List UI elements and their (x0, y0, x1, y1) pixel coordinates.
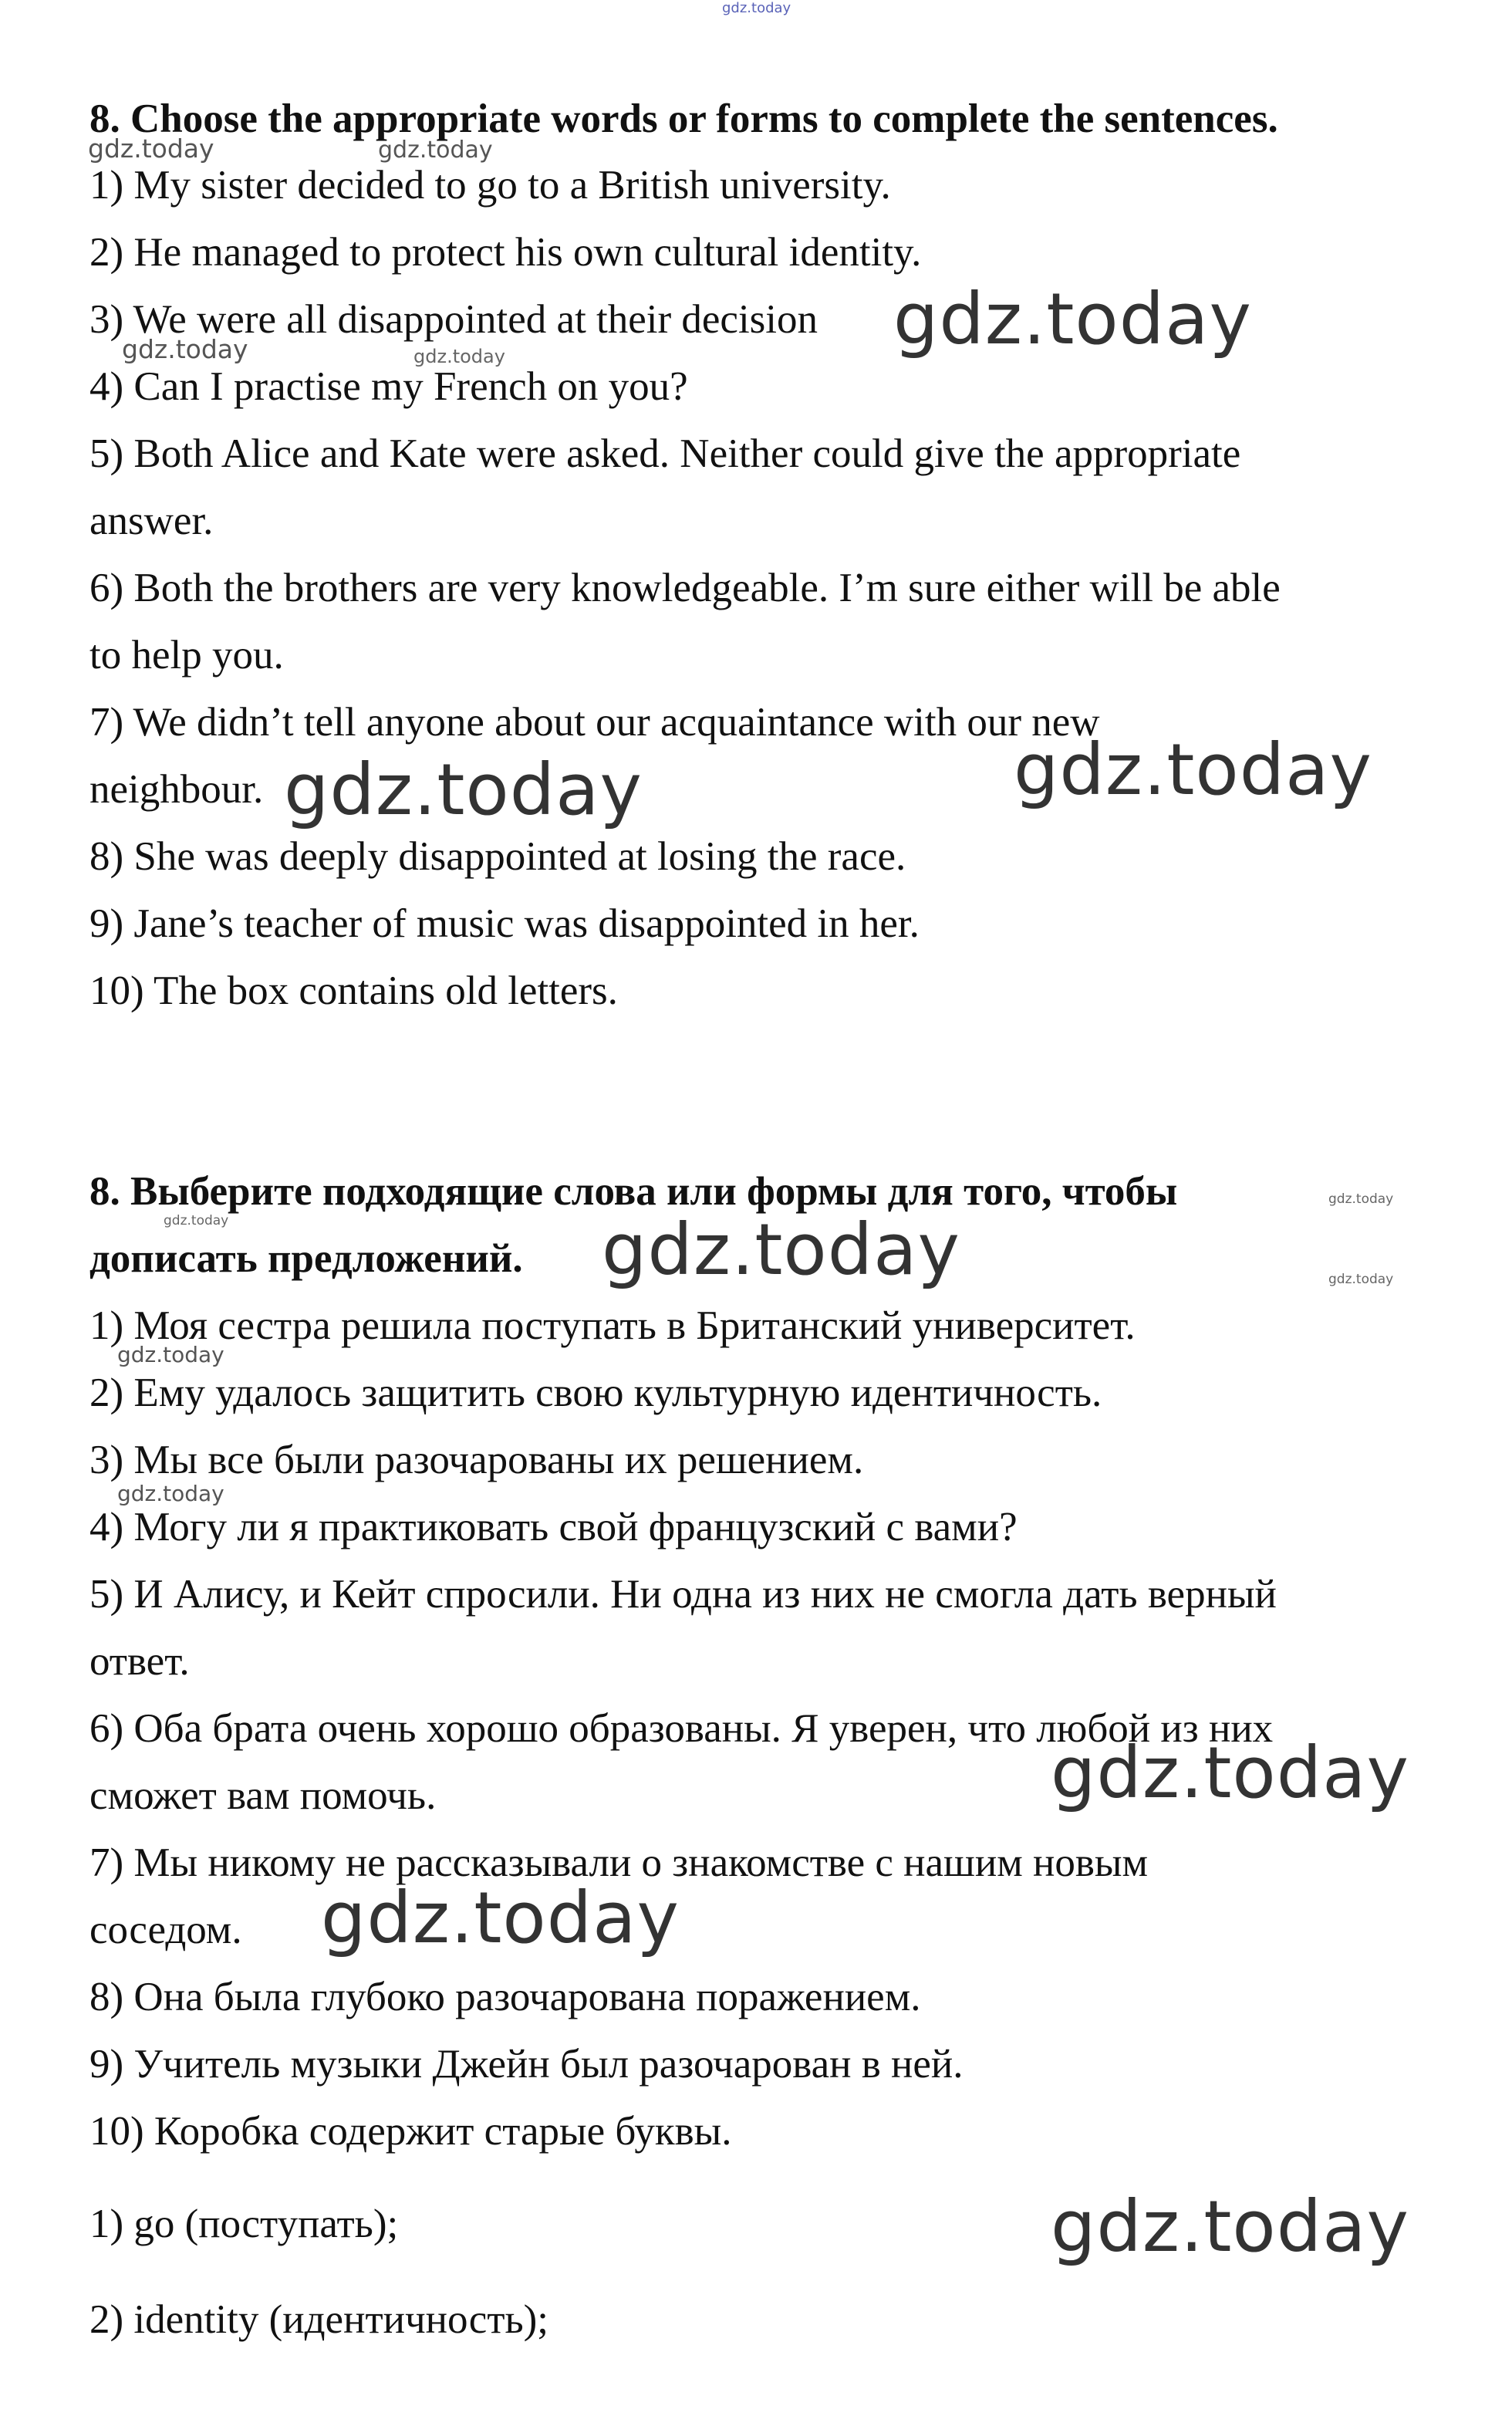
english-heading: 8. Choose the appropriate words or forms to complete the sentences. (89, 96, 1278, 141)
english-line-2: 2) He managed to protect his own cultural identity. (89, 230, 922, 275)
watermark-large: gdz.today (1051, 1732, 1409, 1814)
watermark-tiny: gdz.today (1328, 1191, 1394, 1207)
english-line-4: 4) Can I practise my French on you? (89, 364, 688, 409)
watermark-large: gdz.today (321, 1877, 680, 1959)
russian-heading-line-1: 8. Выберите подходящие слова или формы для того, чтобы (89, 1169, 1178, 1214)
watermark-tiny: gdz.today (164, 1213, 229, 1228)
english-line-6a: 6) Both the brothers are very knowledgeable. I’m sure either will be able (89, 566, 1281, 610)
russian-line-5b: ответ. (89, 1639, 190, 1684)
russian-line-2: 2) Ему удалось защитить свою культурную идентичность. (89, 1370, 1102, 1415)
russian-line-9: 9) Учитель музыки Джейн был разочарован в ней. (89, 2042, 964, 2087)
vocab-item-1: 1) go (поступать); (89, 2202, 399, 2246)
english-line-10: 10) The box contains old letters. (89, 968, 618, 1013)
russian-line-6b: сможет вам помочь. (89, 1773, 437, 1818)
watermark-small: gdz.today (88, 133, 214, 164)
watermark-large: gdz.today (1014, 728, 1372, 811)
russian-line-6a: 6) Оба брата очень хорошо образованы. Я уверен, что любой из них (89, 1706, 1274, 1751)
russian-heading-line-2: дописать предложений. (89, 1236, 523, 1281)
english-line-9: 9) Jane’s teacher of music was disappointed in her. (89, 901, 920, 946)
watermark-small: gdz.today (117, 1481, 224, 1506)
watermark-small: gdz.today (117, 1342, 224, 1367)
english-line-7b: neighbour. (89, 767, 264, 812)
english-line-7a: 7) We didn’t tell anyone about our acquaintance with our new (89, 700, 1100, 745)
watermark-small: gdz.today (122, 334, 248, 364)
watermark-tiny: gdz.today (413, 346, 505, 367)
russian-line-8: 8) Она была глубоко разочарована поражением. (89, 1975, 921, 2019)
russian-line-7a: 7) Мы никому не рассказывали о знакомстве с нашим новым (89, 1840, 1149, 1885)
english-line-3: 3) We were all disappointed at their decision (89, 297, 818, 342)
watermark-small: gdz.today (378, 137, 493, 164)
russian-line-1: 1) Моя сестра решила поступать в Британский университет. (89, 1303, 1136, 1348)
russian-line-4: 4) Могу ли я практиковать свой французский с вами? (89, 1505, 1018, 1549)
russian-line-7b: соседом. (89, 1908, 242, 1952)
watermark-large: gdz.today (1051, 2185, 1409, 2268)
english-line-8: 8) She was deeply disappointed at losing the race. (89, 834, 906, 879)
english-line-1: 1) My sister decided to go to a British university. (89, 163, 891, 208)
russian-line-10: 10) Коробка содержит старые буквы. (89, 2109, 732, 2154)
watermark-large: gdz.today (602, 1208, 960, 1291)
watermark-large: gdz.today (893, 278, 1252, 360)
watermark-tiny: gdz.today (1328, 1272, 1394, 1287)
russian-line-5a: 5) И Алису, и Кейт спросили. Ни одна из них не смогла дать верный (89, 1572, 1277, 1617)
english-line-5b: answer. (89, 498, 214, 543)
watermark-large: gdz.today (284, 749, 643, 831)
vocab-item-2: 2) identity (идентичность); (89, 2297, 549, 2342)
watermark-top: gdz.today (722, 0, 791, 16)
english-line-6b: to help you. (89, 633, 284, 678)
russian-line-3: 3) Мы все были разочарованы их решением. (89, 1438, 864, 1482)
english-line-5a: 5) Both Alice and Kate were asked. Neither could give the appropriate (89, 431, 1241, 476)
